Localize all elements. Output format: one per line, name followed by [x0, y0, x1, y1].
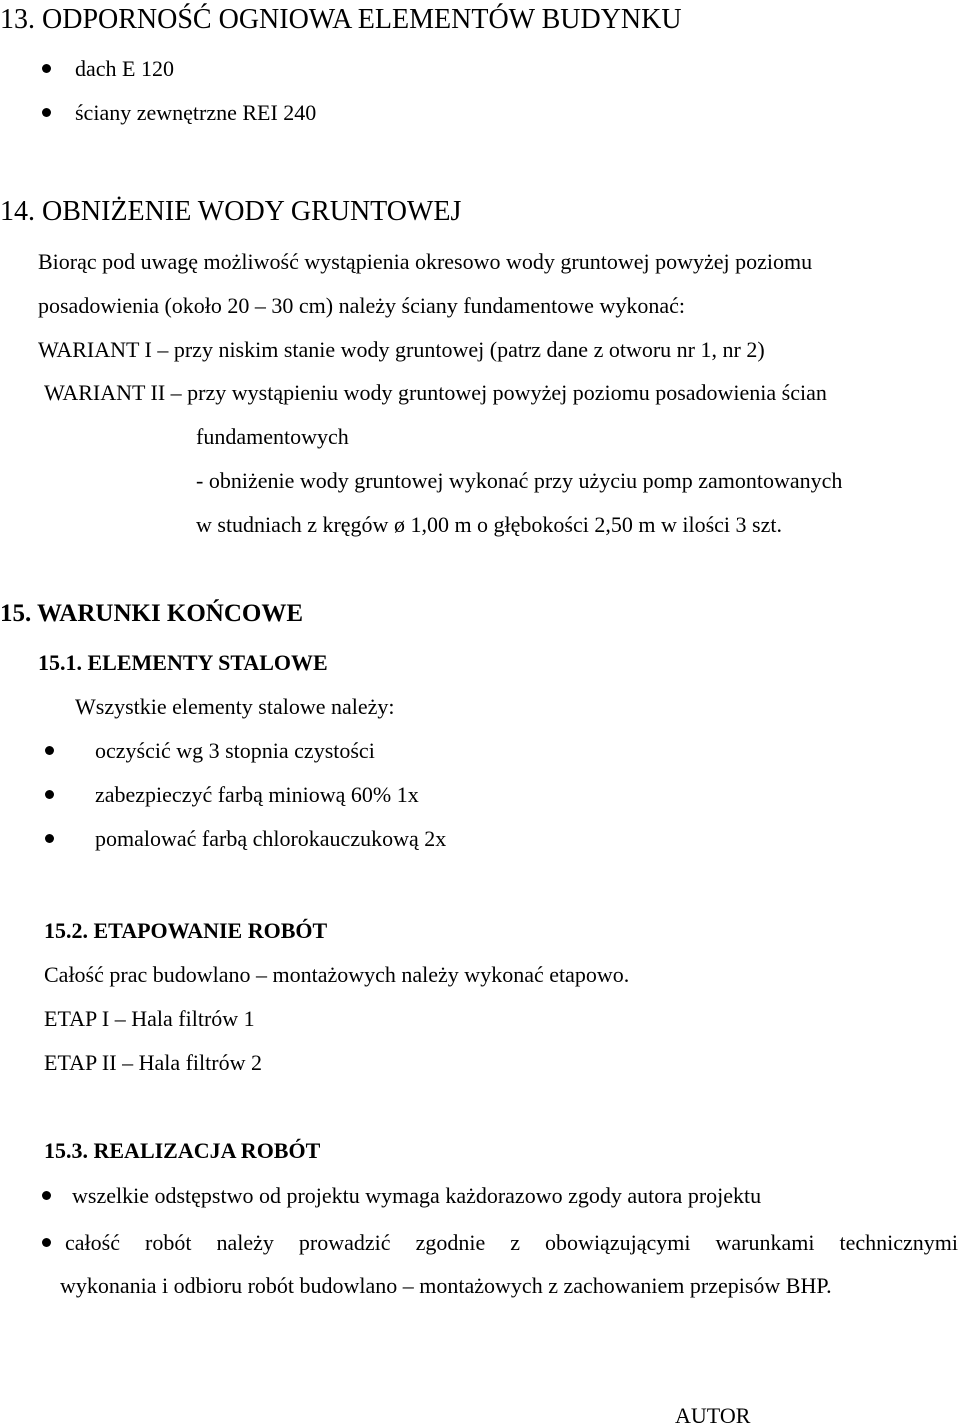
- section-13-item-2: ściany zewnętrzne REI 240: [75, 100, 317, 125]
- author-signature-label: AUTOR: [675, 1403, 751, 1428]
- section-15-heading: 15. WARUNKI KOŃCOWE: [0, 600, 304, 627]
- section-14-heading: 14. OBNIŻENIE WODY GRUNTOWEJ: [0, 196, 462, 227]
- section-14-paragraph-line-2: posadowienia (około 20 – 30 cm) należy ściany fundamentowe wykonać:: [38, 293, 685, 318]
- bullet-icon: [45, 790, 54, 799]
- realization-item-1: wszelkie odstępstwo od projektu wymaga każdorazowo zgody autora projektu: [72, 1183, 762, 1208]
- etap-1: ETAP I – Hala filtrów 1: [44, 1006, 255, 1031]
- section-15-2-heading: 15.2. ETAPOWANIE ROBÓT: [44, 918, 328, 943]
- bullet-icon: [45, 746, 54, 755]
- variant-2-line-3: - obniżenie wody gruntowej wykonać przy użyciu pomp zamontowanych: [196, 468, 843, 493]
- realization-item-2-line-1: całość robót należy prowadzić zgodnie z obowiązującymi warunkami technicznymi: [65, 1230, 958, 1255]
- bullet-icon: [42, 1238, 51, 1247]
- section-15-2-intro: Całość prac budowlano – montażowych należy wykonać etapowo.: [44, 962, 630, 987]
- bullet-icon: [42, 108, 51, 117]
- bullet-icon: [42, 64, 51, 73]
- bullet-icon: [42, 1191, 51, 1200]
- section-13-item-1: dach E 120: [75, 56, 174, 81]
- variant-2-line-2: fundamentowych: [196, 424, 349, 449]
- section-15-1-intro: Wszystkie elementy stalowe należy:: [75, 694, 395, 719]
- section-15-1-heading: 15.1. ELEMENTY STALOWE: [38, 650, 328, 675]
- bullet-icon: [45, 834, 54, 843]
- etap-2: ETAP II – Hala filtrów 2: [44, 1050, 262, 1075]
- steel-item-3: pomalować farbą chlorokauczukową 2x: [95, 826, 447, 851]
- steel-item-1: oczyścić wg 3 stopnia czystości: [95, 738, 375, 763]
- section-14-paragraph-line-1: Biorąc pod uwagę możliwość wystąpienia okresowo wody gruntowej powyżej poziomu: [38, 249, 813, 274]
- variant-2-line-1: WARIANT II – przy wystąpieniu wody gruntowej powyżej poziomu posadowienia ścian: [44, 380, 827, 405]
- realization-item-2-line-2: wykonania i odbioru robót budowlano – montażowych z zachowaniem przepisów BHP.: [60, 1273, 832, 1298]
- steel-item-2: zabezpieczyć farbą miniową 60% 1x: [95, 782, 419, 807]
- section-15-3-heading: 15.3. REALIZACJA ROBÓT: [44, 1138, 321, 1163]
- variant-1-text: WARIANT I – przy niskim stanie wody gruntowej (patrz dane z otworu nr 1, nr 2): [38, 337, 765, 362]
- section-13-heading: 13. ODPORNOŚĆ OGNIOWA ELEMENTÓW BUDYNKU: [0, 4, 682, 35]
- variant-2-line-4: w studniach z kręgów ø 1,00 m o głębokości 2,50 m w ilości 3 szt.: [196, 512, 782, 537]
